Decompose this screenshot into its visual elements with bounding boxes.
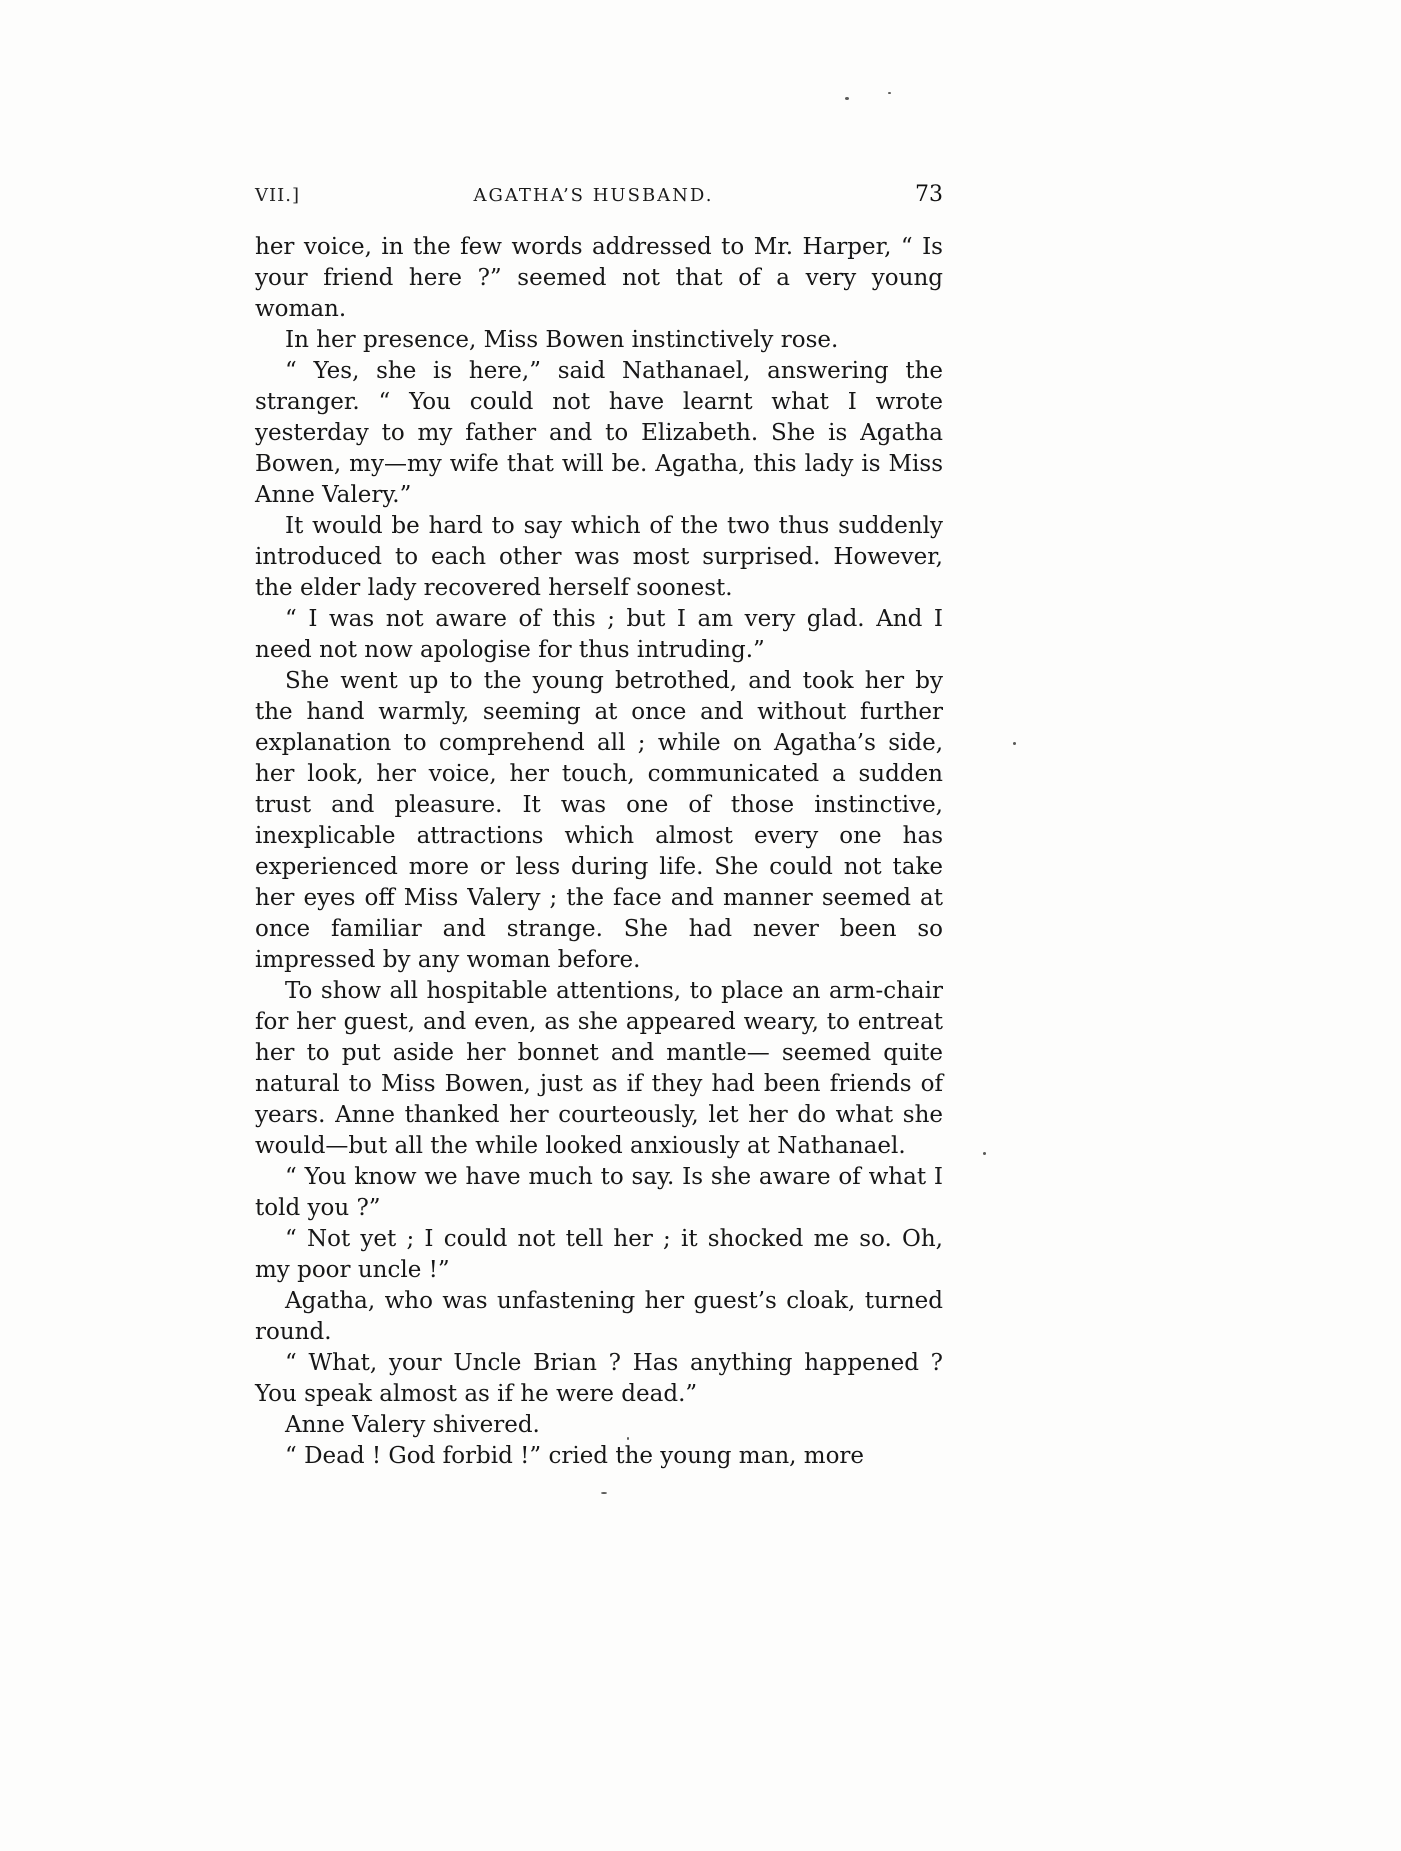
- paragraph: Agatha, who was unfastening her guest’s cloak, turned round.: [255, 1288, 943, 1345]
- scan-speck: [983, 1152, 986, 1155]
- paragraph: “ What, your Uncle Brian ? Has anything happened ? You speak almost as if he were dead.”: [255, 1350, 943, 1407]
- paragraph: To show all hospitable attentions, to place an arm-chair for her guest, and even, as she appeared weary, to entreat her to put aside her bonnet and mantle— seemed quite natural to Miss Bowen, just as if they had been friends of years. Anne thanked her courteously, let her do what she would—but all the while looked anxiously at Nathanael.: [255, 978, 943, 1159]
- scan-speck: [601, 1492, 607, 1494]
- paragraph: “ I was not aware of this ; but I am very glad. And I need not now apologise for thus intruding.”: [255, 606, 943, 663]
- paragraph: her voice, in the few words addressed to Mr. Harper, “ Is your friend here ?” seemed not that of a very young woman.: [255, 234, 943, 322]
- paragraph: In her presence, Miss Bowen instinctively rose.: [285, 327, 839, 353]
- page-body: [255, 232, 943, 1472]
- chapter-marker: VII.]: [255, 185, 300, 206]
- paragraph: “ Dead ! God forbid !” cried the young man, more: [285, 1443, 865, 1469]
- paragraph: “ Yes, she is here,” said Nathanael, answering the stranger. “ You could not have learnt what I wrote yesterday to my father and to Elizabeth. She is Agatha Bowen, my—my wife that will be. Agatha, this lady is Miss Anne Valery.”: [255, 358, 943, 508]
- paragraph: “ You know we have much to say. Is she aware of what I told you ?”: [255, 1164, 943, 1221]
- scan-speck: [888, 92, 891, 94]
- scan-speck: [627, 1437, 629, 1440]
- page-number: 73: [914, 182, 943, 207]
- paragraph: It would be hard to say which of the two thus suddenly introduced to each other was most surprised. However, the elder lady recovered herself soonest.: [255, 513, 943, 601]
- paragraph: “ Not yet ; I could not tell her ; it shocked me so. Oh, my poor uncle !”: [255, 1226, 943, 1283]
- paragraph: She went up to the young betrothed, and took her by the hand warmly, seeming at once and without further explanation to comprehend all ; while on Agatha’s side, her look, her voice, her touch, communicated a sudden trust and pleasure. It was one of those instinctive, inexplicable attractions which almost every one has experienced more or less during life. She could not take her eyes off Miss Valery ; the face and manner seemed at once familiar and strange. She had never been so impressed by any woman before.: [255, 668, 943, 973]
- running-title: AGATHA’S HUSBAND.: [473, 185, 714, 206]
- paragraph: Anne Valery shivered.: [285, 1412, 540, 1438]
- scan-speck: [1013, 742, 1016, 745]
- scan-speck: [845, 97, 849, 100]
- page-header: [255, 182, 943, 207]
